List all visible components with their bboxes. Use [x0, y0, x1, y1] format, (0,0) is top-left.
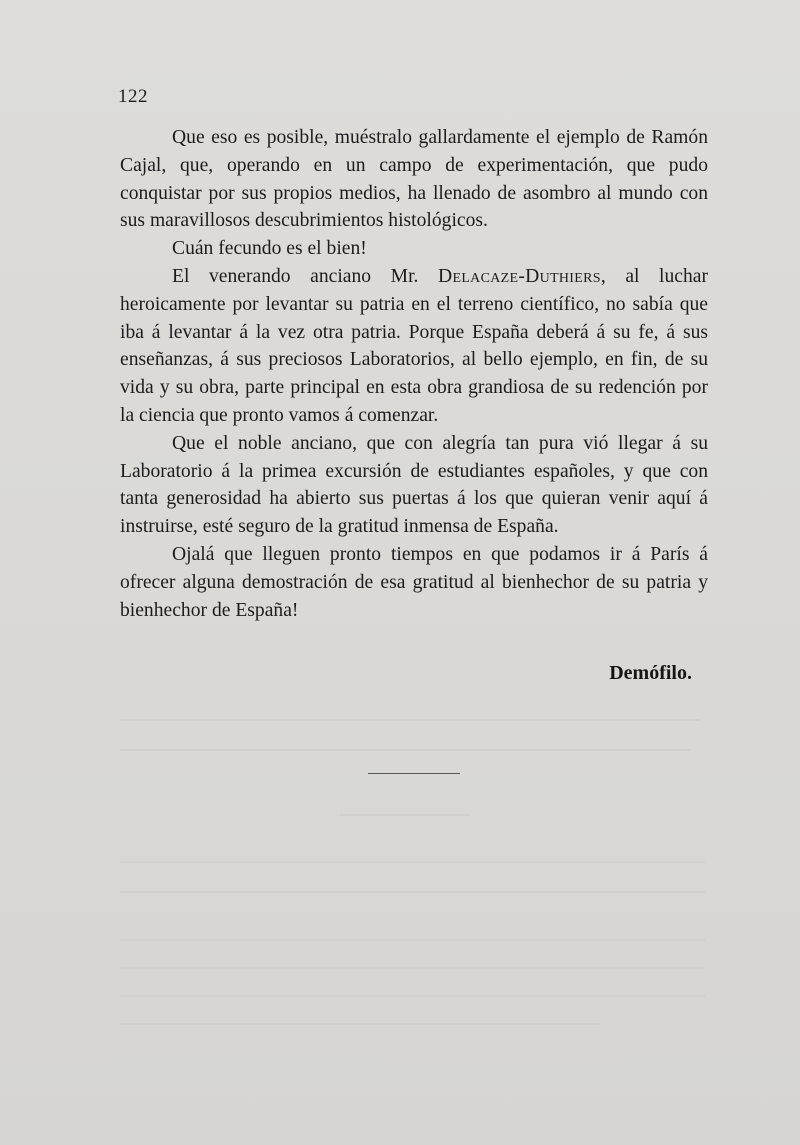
paragraph: [120, 263, 708, 430]
paragraph: Que eso es posible, muéstralo gallardamente el ejemplo de Ramón Cajal, que, operando en un campo de experimentación, que pudo conquistar por sus propios medios, ha llenado de asombro al mundo con sus maravillosos descubrimientos histológicos.: [120, 127, 708, 232]
page-number: 122: [118, 86, 148, 107]
author-signature: Demófilo.: [609, 662, 692, 684]
paragraph-text: , al luchar heroicamente por levantar su patria en el terreno científico, no sabía que iba á levantar á la vez otra patria. Porque España deberá á su fe, á sus enseñanzas, á sus preciosos Laboratorios, al bello ejemplo, en fin, de su vida y su obra, parte principal en esta obra grandiosa de su redención por la ciencia que pronto vamos á comenzar.: [120, 265, 708, 426]
paragraph-text: El venerando anciano Mr.: [172, 265, 439, 287]
paragraph: Ojalá que lleguen pronto tiempos en que podamos ir á París á ofrecer alguna demostración de esa gratitud al bienhechor de su patria y bienhechor de España!: [120, 543, 708, 621]
section-divider: [368, 773, 460, 774]
paragraph: Cuán fecundo es el bien!: [172, 238, 367, 260]
body-text: [120, 124, 708, 624]
paragraph: Que el noble anciano, que con alegría tan pura vió llegar á su Laboratorio á la primea excursión de estudiantes españoles, y que con tanta generosidad ha abierto sus puertas á los que quieran venir aquí á instruirse, esté seguro de la gratitud inmensa de España.: [120, 432, 708, 538]
person-name: Delacaze-Duthiers: [438, 265, 601, 287]
